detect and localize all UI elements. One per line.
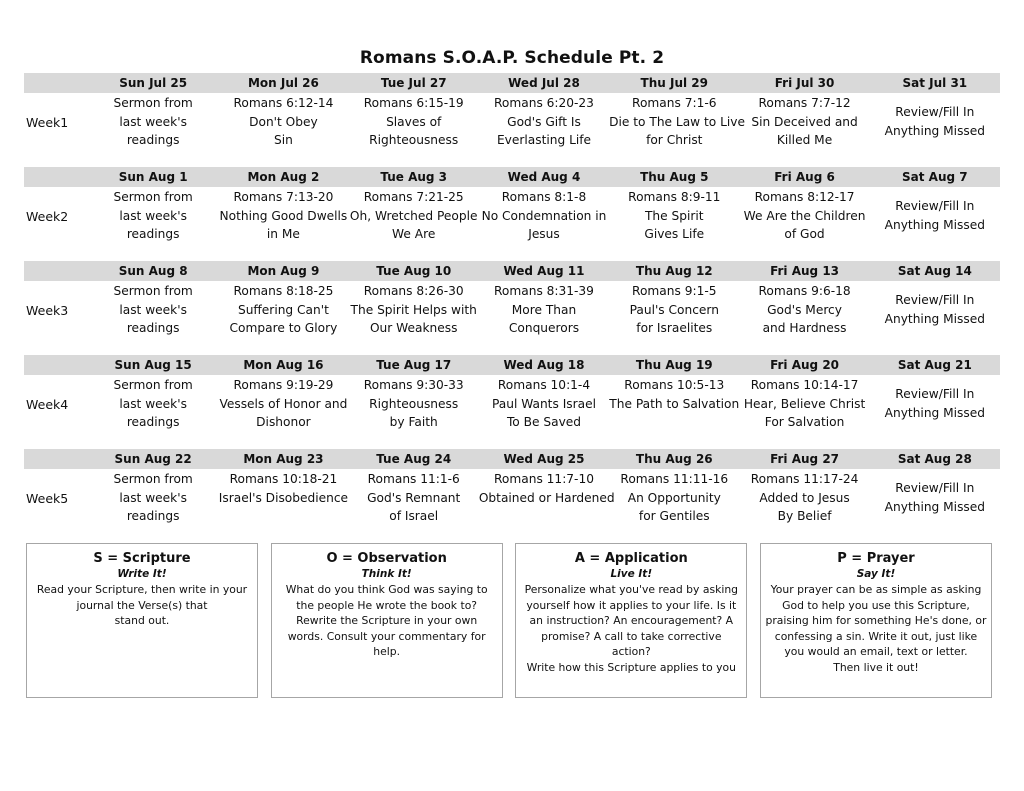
reading-cell <box>739 187 869 245</box>
reading-line: Romans 6:20-23 <box>494 96 594 110</box>
reading-line: Slaves of <box>386 114 442 129</box>
day-header: Fri Aug 13 <box>770 264 840 278</box>
reading-line: Romans 8:26-30 <box>363 284 464 298</box>
reading-cell <box>88 187 218 245</box>
reading-cell <box>349 187 479 245</box>
reading-line: God's Gift Is <box>507 114 581 129</box>
reading-line: Anything Missed <box>884 500 986 514</box>
day-header: Thu Jul 29 <box>640 76 708 90</box>
reading-line: Righteousness <box>369 396 459 411</box>
reading-line: Sermon from <box>113 190 193 204</box>
day-header: Tue Jul 27 <box>380 76 447 90</box>
box-text-line: promise? A call to take corrective <box>541 629 722 643</box>
reading-line: Hear, Believe Christ <box>743 396 866 411</box>
day-header: Fri Jul 30 <box>774 76 835 90</box>
reading-line: last week's <box>119 114 187 129</box>
reading-line: Paul's Concern <box>629 302 719 317</box>
reading-line: Romans 11:7-10 <box>494 472 594 486</box>
reading-line: Obtained or Hardened <box>478 490 615 505</box>
reading-cell <box>88 375 218 433</box>
box-text <box>27 582 257 629</box>
reading-line: Romans 11:11-16 <box>620 472 729 486</box>
reading-cell <box>870 281 1000 339</box>
reading-line: The Spirit Helps with <box>350 302 477 317</box>
week-reading-row <box>24 187 1000 245</box>
reading-line: last week's <box>119 396 187 411</box>
reading-line: Romans 10:18-21 <box>229 472 338 486</box>
reading-line: God's Remnant <box>367 490 461 505</box>
box-text-line: an instruction? An encouragement? A <box>529 614 734 628</box>
header-spacer <box>24 449 88 469</box>
day-header: Sun Aug 8 <box>118 264 188 278</box>
box-text-line: What do you think God was saying to <box>285 583 488 596</box>
reading-line: Paul Wants Israel <box>491 396 596 411</box>
reading-line: Romans 8:1-8 <box>501 190 587 204</box>
reading-line: Romans 9:19-29 <box>233 378 334 392</box>
reading-line: God's Mercy <box>767 302 842 317</box>
reading-line: Sermon from <box>113 284 193 298</box>
box-subtitle: Think It! <box>361 568 412 580</box>
page-title: Romans S.O.A.P. Schedule Pt. 2 <box>359 48 665 68</box>
reading-line: readings <box>126 415 180 430</box>
reading-cell <box>349 469 479 527</box>
week-label: Week5 <box>26 490 69 506</box>
reading-line: The Path to Salvation <box>609 396 740 411</box>
reading-cell <box>349 93 479 151</box>
reading-line: last week's <box>119 302 187 317</box>
reading-cell <box>478 469 615 527</box>
box-text-line: Then live it out! <box>833 660 919 674</box>
reading-line: Dishonor <box>256 415 311 430</box>
box-text-line: yourself how it applies to your life. Is it <box>526 598 737 612</box>
box-text-line: Rewrite the Scripture in your own <box>296 614 478 628</box>
reading-cell <box>479 93 609 151</box>
reading-cell <box>739 375 869 433</box>
reading-line: We Are the Children <box>743 208 866 223</box>
reading-line: An Opportunity <box>627 490 721 505</box>
week-block <box>24 449 1000 527</box>
week-header-row <box>24 355 1000 375</box>
reading-line: More Than <box>511 302 577 317</box>
reading-line: Review/Fill In <box>895 293 975 308</box>
day-header: Thu Aug 12 <box>635 264 713 278</box>
box-title: P = Prayer <box>837 551 915 566</box>
reading-cell <box>609 93 746 151</box>
reading-line: Romans 6:15-19 <box>363 96 464 110</box>
day-header: Tue Aug 10 <box>376 264 452 278</box>
application-box <box>515 543 747 698</box>
reading-line: Don't Obey <box>249 114 318 129</box>
reading-line: last week's <box>119 208 187 223</box>
week-header-row <box>24 261 1000 281</box>
box-text <box>516 582 746 676</box>
soap-legend <box>26 543 992 698</box>
box-text <box>272 582 502 660</box>
reading-line: Sermon from <box>113 472 193 486</box>
reading-cell <box>739 281 869 339</box>
reading-line: To Be Saved <box>506 415 582 430</box>
day-header: Mon Aug 16 <box>243 358 324 372</box>
reading-cell <box>609 187 739 245</box>
day-header: Sun Aug 15 <box>114 358 192 372</box>
reading-cell <box>479 187 609 245</box>
day-header: Fri Aug 27 <box>770 452 840 466</box>
reading-line: Review/Fill In <box>895 387 975 402</box>
reading-line: Sin Deceived and <box>751 114 858 129</box>
box-title: A = Application <box>574 551 688 566</box>
reading-cell <box>218 93 348 151</box>
reading-line: for Israelites <box>636 321 713 336</box>
box-title: S = Scripture <box>93 551 191 566</box>
box-subtitle: Say It! <box>856 568 896 580</box>
box-text-line: stand out. <box>114 614 170 628</box>
reading-line: of Israel <box>389 509 439 524</box>
reading-cell <box>609 375 739 433</box>
reading-cell <box>88 281 218 339</box>
box-text-line: Read your Scripture, then write in your <box>36 583 248 596</box>
reading-line: by Faith <box>389 415 438 430</box>
reading-line: Anything Missed <box>884 406 985 420</box>
week-label: Week1 <box>26 114 69 130</box>
reading-cell <box>218 375 348 433</box>
day-header: Wed Aug 25 <box>503 452 585 466</box>
day-header: Fri Aug 6 <box>774 170 835 184</box>
reading-line: Romans 9:30-33 <box>363 378 464 392</box>
box-text-line: action? <box>611 645 651 659</box>
reading-cell <box>870 93 1000 151</box>
week-header-row <box>24 73 1000 93</box>
reading-cell <box>349 281 479 339</box>
reading-cell <box>609 281 739 339</box>
header-spacer <box>24 355 88 375</box>
week-block <box>24 73 1000 151</box>
day-header: Tue Aug 3 <box>380 170 448 184</box>
day-header: Wed Aug 18 <box>503 358 585 372</box>
reading-cell <box>870 375 1000 433</box>
day-header: Thu Aug 5 <box>640 170 709 184</box>
reading-line: readings <box>126 321 180 336</box>
reading-line: Anything Missed <box>884 312 985 326</box>
week-reading-row <box>24 469 1000 527</box>
week-block <box>24 167 1000 245</box>
day-header: Tue Aug 17 <box>376 358 452 372</box>
box-subtitle: Write It! <box>117 568 167 580</box>
reading-line: of God <box>784 227 825 242</box>
box-text-line: journal the Verse(s) that <box>76 598 208 612</box>
reading-line: Romans 8:18-25 <box>233 284 334 298</box>
reading-cell <box>88 93 218 151</box>
reading-line: Romans 7:21-25 <box>363 190 464 204</box>
day-header: Wed Aug 4 <box>507 170 581 184</box>
day-header: Sat Aug 28 <box>897 452 972 466</box>
week-reading-row <box>24 93 1000 151</box>
reading-cell <box>218 281 348 339</box>
week-label: Week4 <box>26 396 69 412</box>
reading-line: Die to The Law to Live <box>609 114 746 129</box>
reading-line: We Are <box>392 227 436 242</box>
day-header: Mon Jul 26 <box>247 76 319 90</box>
day-header: Wed Aug 11 <box>503 264 585 278</box>
reading-line: Nothing Good Dwells <box>219 208 348 223</box>
reading-line: Israel's Disobedience <box>218 490 349 505</box>
week-block <box>24 355 1000 433</box>
reading-line: Review/Fill In <box>895 481 975 496</box>
box-text-line: praising him for something He's done, or <box>765 614 987 628</box>
reading-line: Romans 9:1-5 <box>632 284 717 298</box>
box-text-line: Personalize what you've read by asking <box>524 583 739 596</box>
week-label: Week3 <box>26 302 69 318</box>
reading-cell <box>479 375 609 433</box>
day-header: Mon Aug 2 <box>247 170 320 184</box>
reading-cell <box>88 469 218 527</box>
reading-line: readings <box>126 133 180 148</box>
reading-line: Killed Me <box>776 133 833 148</box>
week-header-row <box>24 449 1000 469</box>
reading-line: last week's <box>119 490 187 505</box>
day-header: Mon Aug 9 <box>247 264 320 278</box>
reading-line: Oh, Wretched People <box>349 208 478 223</box>
reading-line: in Me <box>266 227 300 242</box>
day-header: Sat Aug 14 <box>897 264 972 278</box>
day-header: Fri Aug 20 <box>770 358 840 372</box>
reading-cell <box>739 469 869 527</box>
prayer-box <box>760 543 992 698</box>
reading-line: Romans 8:9-11 <box>628 190 721 204</box>
reading-line: Gives Life <box>644 227 705 242</box>
box-text <box>761 582 991 676</box>
reading-cell <box>479 281 609 339</box>
reading-line: Conquerors <box>508 321 580 336</box>
day-header: Sat Aug 7 <box>902 170 968 184</box>
box-text-line: God to help you use this Scripture, <box>782 598 970 612</box>
reading-line: for Gentiles <box>638 509 710 524</box>
reading-line: Jesus <box>528 227 560 242</box>
reading-line: By Belief <box>777 509 832 524</box>
reading-line: and Hardness <box>762 321 847 336</box>
reading-line: readings <box>126 227 180 242</box>
day-header: Sun Jul 25 <box>119 76 188 90</box>
day-header: Tue Aug 24 <box>376 452 452 466</box>
reading-line: Sin <box>273 133 293 148</box>
reading-cell <box>739 93 869 151</box>
reading-line: Romans 7:13-20 <box>233 190 334 204</box>
reading-cell <box>349 375 479 433</box>
day-header: Sat Aug 21 <box>897 358 972 372</box>
reading-line: Anything Missed <box>884 218 985 232</box>
week-header-row <box>24 167 1000 187</box>
reading-line: Romans 6:12-14 <box>233 96 334 110</box>
day-header: Sun Aug 22 <box>114 452 192 466</box>
reading-line: Review/Fill In <box>895 199 975 214</box>
header-spacer <box>24 167 88 187</box>
week-reading-row <box>24 375 1000 433</box>
box-subtitle: Live It! <box>610 568 653 580</box>
week-block <box>24 261 1000 339</box>
box-text-line: Your prayer can be as simple as asking <box>770 583 982 596</box>
week-reading-row <box>24 281 1000 339</box>
reading-line: Suffering Can't <box>237 302 329 317</box>
box-text-line: the people He wrote the book to? <box>296 598 478 612</box>
reading-line: Sermon from <box>113 378 193 392</box>
reading-line: Romans 10:14-17 <box>750 378 859 392</box>
reading-line: readings <box>126 509 180 524</box>
reading-line: Anything Missed <box>884 124 986 138</box>
day-header: Wed Jul 28 <box>508 76 580 90</box>
reading-line: Romans 8:12-17 <box>754 190 855 204</box>
box-text-line: confessing a sin. Write it out, just like <box>774 629 978 643</box>
reading-line: Romans 11:17-24 <box>750 472 859 486</box>
header-spacer <box>24 261 88 281</box>
reading-line: Vessels of Honor and <box>219 396 348 411</box>
header-spacer <box>24 73 88 93</box>
reading-line: Romans 10:5-13 <box>624 378 725 392</box>
reading-line: Sermon from <box>113 96 193 110</box>
observation-box <box>271 543 503 698</box>
day-header: Thu Aug 26 <box>635 452 713 466</box>
reading-line: Compare to Glory <box>229 321 338 336</box>
reading-line: The Spirit <box>644 208 704 223</box>
day-header: Sun Aug 1 <box>118 170 188 184</box>
reading-cell <box>609 469 739 527</box>
reading-line: Review/Fill In <box>895 105 975 120</box>
box-title: O = Observation <box>326 551 447 566</box>
box-text-line: you would an email, text or letter. <box>784 645 968 659</box>
box-text-line: words. Consult your commentary for <box>287 629 486 643</box>
reading-line: Righteousness <box>369 133 459 148</box>
reading-line: for Christ <box>646 133 703 148</box>
reading-line: Romans 7:1-6 <box>632 96 717 110</box>
box-text-line: help. <box>373 645 401 659</box>
reading-line: Everlasting Life <box>496 133 592 148</box>
reading-cell <box>218 187 348 245</box>
reading-cell <box>870 469 1000 527</box>
reading-line: Added to Jesus <box>759 490 850 505</box>
reading-line: Romans 8:31-39 <box>494 284 594 298</box>
reading-line: Romans 11:1-6 <box>367 472 460 486</box>
day-header: Thu Aug 19 <box>635 358 713 372</box>
reading-line: Romans 7:7-12 <box>758 96 851 110</box>
reading-line: Our Weakness <box>369 321 458 336</box>
day-header: Mon Aug 23 <box>243 452 324 466</box>
reading-line: Romans 9:6-18 <box>758 284 851 298</box>
week-label: Week2 <box>26 208 69 224</box>
scripture-box <box>26 543 258 698</box>
reading-cell <box>870 187 1000 245</box>
reading-line: Romans 10:1-4 <box>497 378 591 392</box>
box-text-line: Write how this Scripture applies to you <box>526 660 736 674</box>
reading-cell <box>218 469 348 527</box>
reading-line: For Salvation <box>764 415 845 430</box>
day-header: Sat Jul 31 <box>902 76 968 90</box>
reading-line: No Condemnation in <box>481 208 607 223</box>
